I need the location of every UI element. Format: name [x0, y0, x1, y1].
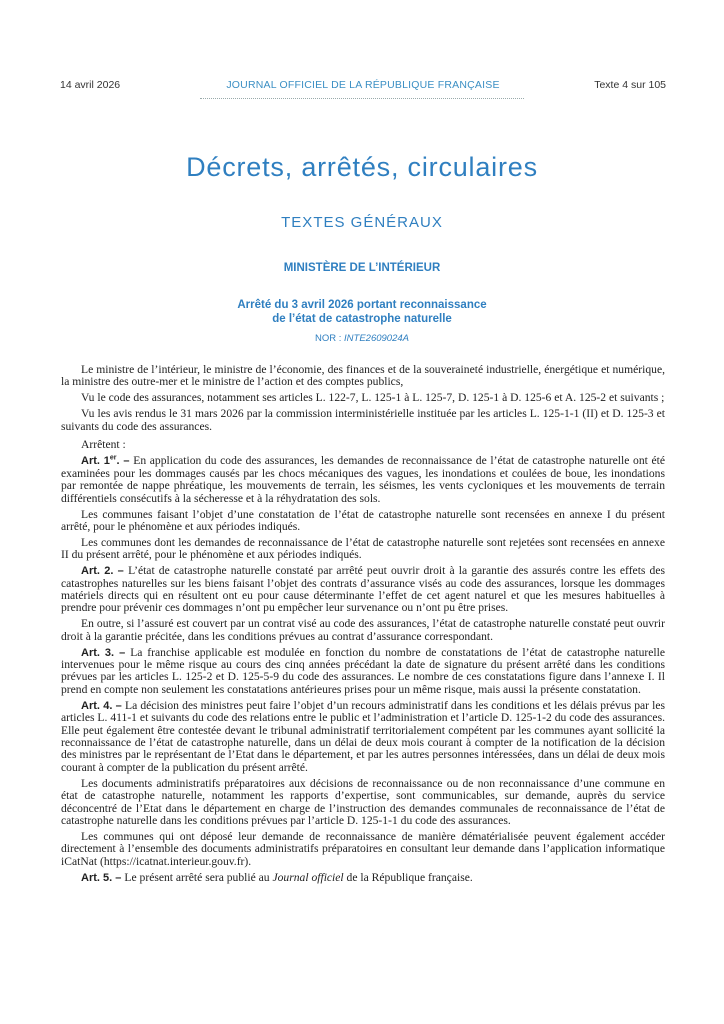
article-4-paragraph-2: Les documents administratifs préparatoires aux décisions de reconnaissance ou de non reconnaissance d’une commune en état de catastrophe naturelle, notamment les rapports d’expertise, sont communicables, sur demande, auprès du service déconcentré de l’Etat dans le département en charge de l’instruction des demandes communales de reconnaissance de l’état de catastrophe naturelle dans les conditions prévues par l’article D. 125-1-1 du code des assurances. — [61, 776, 665, 827]
ministry-name: MINISTÈRE DE L’INTÉRIEUR — [283, 262, 441, 274]
text-number: Texte 4 sur 105 — [594, 79, 666, 91]
article-5-paragraph-1: Art. 5. – Le présent arrêté sera publié au Journal officiel de la République française. — [81, 870, 473, 884]
arrete-title — [0, 298, 724, 326]
article-4-paragraph-1: Art. 4. – La décision des ministres peut faire l’objet d’un recours administratif dans les conditions et les délais prévus par les articles L. 411-1 et suivants du code des relations entre le public et l’administration et l’article D. 125-1-2 du code des assurances. Elle peut également être contestée devant le tribunal administratif territorialement compétent par les communes ayant sollicité la reconnaissance de l’état de catastrophe naturelle, dans un délai de deux mois courant à compter de la notification de la décision des ministres par le représentant de l’Etat dans le département, et par les autres personnes intéressées, dans un délai de deux mois courant à compter de la publication du présent arrêté. — [61, 698, 666, 774]
nor-code: INTE2609024A — [344, 333, 409, 344]
arrete-title-line-1: Arrêté du 3 avril 2026 portant reconnaissance — [237, 299, 487, 311]
section-title: Décrets, arrêtés, circulaires — [186, 152, 538, 182]
nor-label: NOR : — [315, 333, 345, 344]
subsection-title: TEXTES GÉNÉRAUX — [281, 214, 443, 231]
preamble-ministers: Le ministre de l’intérieur, le ministre de l’économie, des finances et de la souveraineté industrielle, énergétique et numérique, la ministre des outre-mer et le ministre de l’action et des comptes publics, — [61, 363, 665, 389]
arretent: Arrêtent : — [81, 438, 126, 452]
article-1-paragraph-2: Les communes faisant l’objet d’une constatation de l’état de catastrophe naturelle sont recensées en annexe I du présent arrêté, pour le phénomène et aux périodes indiqués. — [61, 507, 665, 533]
journal-officiel-italic: Journal officiel — [272, 870, 344, 884]
article-4-paragraph-3: Les communes qui ont déposé leur demande de reconnaissance de manière dématérialisée peuvent également accéder directement à l’ensemble des documents administratifs préparatoires en consultant leur demande dans l’application informatique iCatNat (https://icatnat.interieur.gouv.fr). — [61, 829, 665, 868]
article-1-label: Art. 1er. – — [81, 454, 134, 468]
article-5-label: Art. 5. – — [81, 871, 125, 884]
journal-title: JOURNAL OFFICIEL DE LA RÉPUBLIQUE FRANÇAISE — [226, 79, 500, 91]
article-1-paragraph-1: Art. 1er. – En application du code des assurances, les demandes de reconnaissance de l’état de catastrophe naturelle ont été examinées pour les dommages causés par les chocs mécaniques des vagues, les inondations et coulées de boue, les inondations par remontée de nappe phréatique, les mouvements de terrain, les séismes, les vents cycloniques et les mouvements de terrain différentiels consécutifs à la sécheresse et à la réhydratation des sols. — [61, 454, 665, 505]
preamble-visa-code: Vu le code des assurances, notamment ses articles L. 122-7, L. 125-1 à L. 125-7, D. 125-1 à D. 125-6 et A. 125-2 et suivants ; — [81, 391, 665, 405]
article-2-paragraph-1: Art. 2. – L’état de catastrophe naturelle constaté par arrêté peut ouvrir droit à la garantie des assurés contre les effets des catastrophes naturelles sur les biens faisant l’objet des contrats d’assurance visés au code des assurances, lorsque les dommages matériels directs qui en résultent ont eu pour cause déterminante l’effet de cet agent naturel et que les mesures habituelles à prendre pour prévenir ces dommages n’ont pu empêcher leur survenance ou n’ont pu être prises. — [61, 564, 666, 615]
document-body — [61, 364, 665, 887]
nor-reference — [0, 333, 724, 344]
article-4-label: Art. 4. – — [81, 699, 126, 712]
article-1-paragraph-3: Les communes dont les demandes de reconnaissance de l’état de catastrophe naturelle sont rejetées sont recensées en annexe II du présent arrêté, pour le phénomène et aux périodes indiqués. — [61, 535, 665, 562]
running-header — [60, 79, 666, 93]
publication-date: 14 avril 2026 — [60, 79, 121, 91]
arrete-title-line-2: de l’état de catastrophe naturelle — [272, 313, 452, 325]
article-2-paragraph-2: En outre, si l’assuré est couvert par un contrat visé au code des assurances, l’état de catastrophe naturelle constaté peut ouvrir droit à la garantie précitée, dans les conditions prévues au contrat d’assurance correspondant. — [61, 617, 665, 643]
article-3-paragraph-1: Art. 3. – La franchise applicable est modulée en fonction du nombre de constatations de l’état de catastrophe naturelle intervenues pour le même risque au cours des cinq années précédant la date de signature du présent arrêté dans les conditions prévues par les articles L. 125-2 et D. 125-5-9 du code des assurances. Le nombre de ces constatations figure dans l’annexe I. Il prend en compte non seulement les constatations antérieures prises pour un même risque, mais aussi la présente constatation. — [61, 645, 665, 696]
header-rule — [200, 98, 524, 99]
preamble-visa-avis: Vu les avis rendus le 31 mars 2026 par la commission interministérielle instituée par les articles L. 125-1-1 (II) et D. 125-3 et suivants du code des assurances. — [61, 407, 665, 433]
article-2-label: Art. 2. – — [81, 565, 129, 578]
article-3-label: Art. 3. – — [81, 646, 131, 659]
